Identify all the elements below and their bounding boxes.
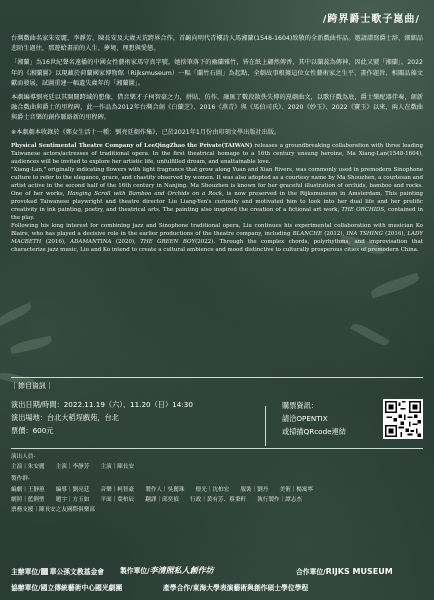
en-p2-mid: , is now preserved in the Rijksmuseum in Amsterdam. This painting provoked Taiwanese playwright and theatre director Liu Liang-Yen's curiosity and motivated him to look into her dual life and her prolific creativity in ink painting, poetry, and theatrical arts. The painting also inspired the creation of a fictional art work, [11, 191, 424, 214]
footer-co-organizer [11, 582, 122, 592]
footer-organizer [11, 566, 104, 576]
company-name: Physical Sentimental Theatre Company of LeeQingZhao the Private(TAIWAN) [11, 142, 253, 149]
work-adamantina: ADAMANTINA [70, 239, 112, 246]
ticket-line-2: 或掃描QRcode連結 [282, 427, 346, 436]
orchids-title: THE ORCHIDS [341, 207, 385, 214]
event-venue: 演出場地：台北大稻埕戲苑，台北 [11, 413, 119, 422]
producer-label: 製作單位/ [120, 567, 150, 575]
co-organizer-name: 國立傳統藝術中心國光劇團 [40, 584, 123, 592]
cast-line-6: 票務支援｜陳長安之友國際俱樂部 [11, 507, 95, 513]
en-p1-text: releases a groundbreaking collaboration with three leading Taiwanese actors/actresses of traditional opera. In the first theatrical homage to a 16th century unsung heroine, Ma Xiang-Lan(1548-1604), audiences will be invited to explore her artistic life, unfulfilled dream, and unattainable love. [11, 142, 423, 165]
series-title: /跨界爵士歌子崑曲/ [322, 14, 420, 25]
footer-industry-partner [163, 582, 308, 592]
en-p2-start: "Xiang-Lan," originally indicating flowers with light fragrance that grow along Yuan and Xian Rivers, was commonly used in premodern Sinophone culture to refer to the elegance, grace, and chastity observed by women. It was also adopted as a courtesy name by Ma Shouzhen, a courtesan and artist active in the second half of the 16th century in Nanjing. Ma Shouzhen is known for her graceful illustration of orchids, bamboo and rocks. One of her works, [11, 166, 423, 198]
cast-line-2: 主演｜朱安麗 主演｜李靜芳 主演｜陳長安 [11, 464, 135, 470]
zh-paragraph-2: 「湘蘭」為16世紀聲名遠播的中國女性藝術家馬守真字號，她捨筆落下的幽蘭雅竹，皆在紙上翩然傳香，其中以蘭蕊為傳神，因此又號「湘蘭」。2022年的《湘蘭圖》以現藏於荷蘭國家博物館（Rijksmuseum）一幅「蘭竹石圖」為起點，全劇故事根據這位女性藝術家之生平、畫作題旨、相關品藻文獻而發展，試圖重建一幅遺失歲年的「湘蘭圖」。 [11, 59, 423, 87]
work-ina-tshing: INA TSHING [346, 231, 384, 238]
footer-producer [120, 565, 214, 576]
zh-paragraph-1: 台灣戲曲名家朱安麗、李靜芳、陳長安及大歲天荒跨界合作，首齣向明代青樓詩人馬湘蘭(1548-1604)致敬的全新戲曲作品。邀請譜寫爵士辞，細細品悲陌生過往，那遊蛤畫前的人生、夢境、理想與愛戀。 [11, 35, 423, 53]
year-lady-macbeth: (2016), [41, 239, 71, 246]
cast-line-5: 劇照｜藍俐聖 題字｜方玉如 平面｜葉柏辰 翻譯｜邱奕偵 行政｜黃有芳、蔡秉軒 執行製作｜譚志杰 [11, 497, 302, 503]
ticket-label: 購票資訊： [282, 401, 318, 410]
work-green-boy: THE GREEN BOY [140, 239, 196, 246]
producer-name: 李清照私人創作坊 [149, 565, 214, 575]
partner-label: 合作單位/ [296, 568, 326, 576]
en-p3-end: (2022). Through the complex chords, polyrhythms, and improvisation that characterize jazz music, Liu and Ko intend to create a cultural ambience and mood distinctive to culturally prosperous cities of premodern China. [11, 239, 423, 254]
divider-top [11, 377, 423, 378]
en-paragraph-2 [11, 166, 423, 222]
event-price: 票價：600元 [11, 426, 54, 435]
divider-vertical [265, 406, 266, 446]
cast-line-4: 編劇｜王靜蕙 編導｜劉亮廷 音樂｜柯智豪 製作人｜吳麗珠 燈光｜沈柏宏 服裝｜劉丹 美術｜楊寓寧 [11, 487, 314, 493]
en-p3-start: Following his long interest for combining jazz and Sinophone traditional opera, Liu continues his experimental collaboration with musician Ko Blaire, who has played a decisive role in the earlier productions of the theatre company, including [11, 223, 423, 238]
ticket-line-1: 請洽OPENTIX [282, 414, 328, 423]
qr-code[interactable] [383, 399, 423, 439]
cast-line-1: 演出人員- [11, 454, 36, 460]
year-ina-tshing: (2016), [383, 231, 408, 238]
zh-paragraph-3: 本劇編導劉亮廷以其開闊跨域的想像，借音樂才子柯智豪之力，拼貼、仿作、融匯了數段散佚失傳的崑劇曲文，以歌仔戲為底，爵士樂配器伴奏，創新融合戲曲與爵士的里程碑，此一作品為2012年台灣合創《白蘭芝》、2016《燕青》與《馬伯司氏》、2020《妙玉》、2022《寶玉》以來，兩人在戲曲與爵士音樂的創作脈絡新的里程碑。 [11, 94, 423, 122]
event-datetime: 演出日期/時間：2022.11.19（六）、11.20（日）14:30 [11, 400, 193, 409]
partner-name: RIJKS MUSEUM [325, 567, 393, 576]
work-lady-macbeth: LADY MACBETH [11, 231, 423, 246]
divider-middle [11, 448, 423, 449]
year-blanche: (2012), [322, 231, 347, 238]
artwork-title: Hanging Scroll with Bamboo and Orchids on a Rock [67, 191, 223, 198]
industry-label: 產學合作/ [163, 584, 193, 592]
co-organizer-label: 協辦單位/ [11, 584, 41, 592]
industry-name: 東海大學表演藝術與創作碩士學位學程 [192, 584, 309, 592]
cast-line-3: 製作群- [11, 476, 30, 482]
footer-partner [296, 566, 393, 576]
work-blanche: BLANCHE [292, 231, 323, 238]
en-paragraph-1 [11, 142, 423, 166]
zh-paragraph-4: ※本劇劇本收錄於《鄭女生活十一種：劉亮廷劇作集》，已於2021年1月份由印刻文學出版社出版。 [11, 128, 281, 136]
en-paragraph-3 [11, 222, 423, 254]
organizer-name: 華公孫文教基金會 [49, 568, 105, 576]
year-adamantina: (2020), [111, 239, 141, 246]
event-info-heading: ｜節目資訊｜ [11, 382, 53, 390]
foundation-logo-icon [41, 568, 48, 575]
description [11, 34, 423, 254]
en-p2-end: , contained in the play. [11, 207, 423, 222]
organizer-label: 主辦單位/ [11, 568, 41, 576]
